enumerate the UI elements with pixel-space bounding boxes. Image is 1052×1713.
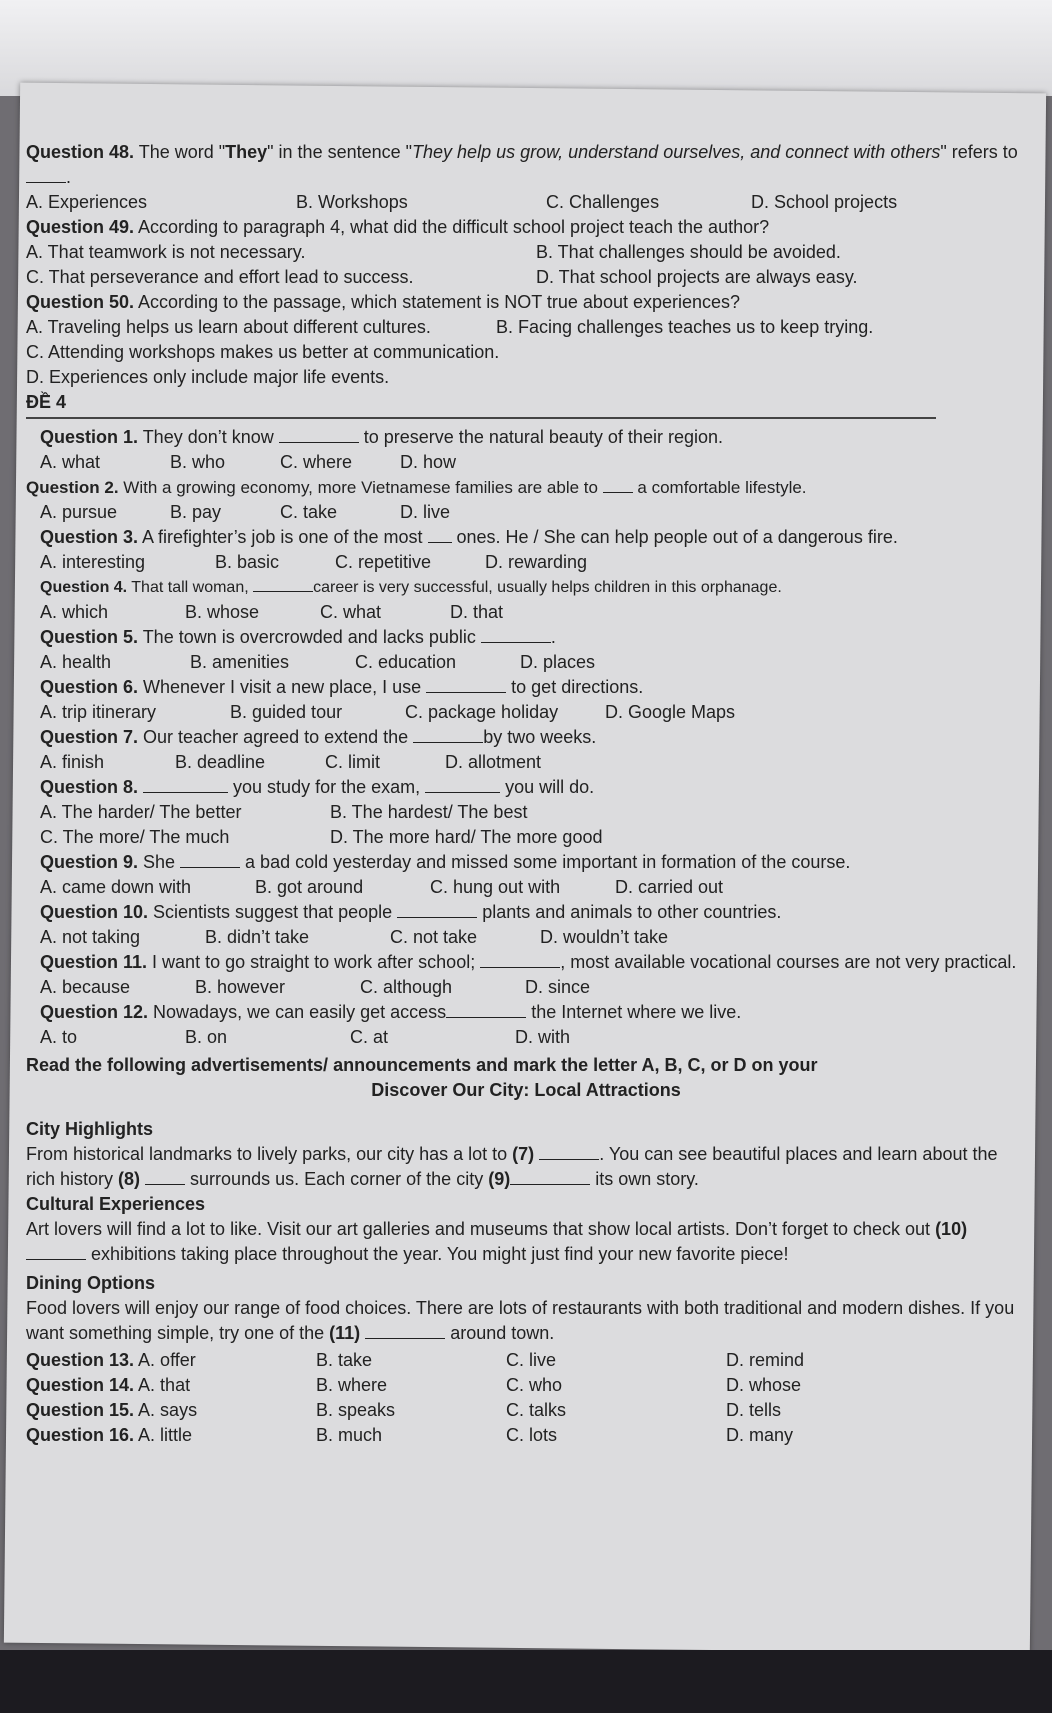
options-48 bbox=[26, 190, 1026, 215]
question-48 bbox=[26, 140, 1026, 190]
options-1 bbox=[26, 450, 1026, 475]
answer-blank bbox=[365, 1322, 445, 1339]
option-b: B. take bbox=[316, 1350, 373, 1370]
option-d: D. that bbox=[450, 602, 504, 622]
paragraph-text: surrounds us. Each corner of the city bbox=[185, 1169, 489, 1189]
question-text: Nowadays, we can easily get access bbox=[148, 1002, 447, 1022]
question-label: Question 5. bbox=[40, 627, 139, 647]
section-divider bbox=[26, 417, 936, 419]
option-a: A. to bbox=[40, 1027, 78, 1047]
option-a: A. That teamwork is not necessary. bbox=[26, 242, 306, 262]
option-b: B. didn’t take bbox=[205, 927, 310, 947]
question-text: " in the sentence " bbox=[267, 142, 413, 162]
option-c: C. where bbox=[280, 452, 353, 472]
answer-blank bbox=[253, 575, 313, 592]
gap-number: (10) bbox=[935, 1219, 968, 1239]
option-d: D. The more hard/ The more good bbox=[330, 827, 603, 847]
question-7 bbox=[26, 725, 1026, 750]
option-d: D. rewarding bbox=[485, 552, 588, 572]
question-label: Question 9. bbox=[40, 852, 139, 872]
question-text: According to paragraph 4, what did the difficult school project teach the author? bbox=[134, 217, 770, 237]
question-text: Scientists suggest that people bbox=[148, 902, 398, 922]
question-text: you will do. bbox=[500, 777, 595, 797]
question-keyword: They bbox=[225, 142, 268, 162]
options-10 bbox=[26, 925, 1026, 950]
option-b: B. amenities bbox=[190, 652, 290, 672]
question-4 bbox=[26, 575, 1026, 600]
option-a: A. little bbox=[138, 1425, 193, 1445]
option-d: D. how bbox=[400, 452, 457, 472]
question-text: a comfortable lifestyle. bbox=[632, 478, 807, 497]
background-top bbox=[0, 0, 1052, 96]
option-b: B. much bbox=[316, 1425, 383, 1445]
question-text: . bbox=[66, 167, 72, 187]
question-3 bbox=[26, 525, 1026, 550]
answer-blank bbox=[413, 726, 483, 743]
option-a: A. Traveling helps us learn about different cultures. bbox=[26, 317, 431, 337]
question-9 bbox=[26, 850, 1026, 875]
options-4 bbox=[26, 600, 1026, 625]
question-quote: They help us grow, understand ourselves, and connect with others bbox=[412, 142, 941, 162]
options-2 bbox=[26, 500, 1026, 525]
reading-instruction: Read the following advertisements/ announcements and mark the letter A, B, C, or D on your bbox=[26, 1055, 818, 1075]
option-d: D. whose bbox=[726, 1375, 802, 1395]
option-c: C. Attending workshops makes us better at communication. bbox=[26, 342, 500, 362]
option-c: C. although bbox=[360, 977, 453, 997]
answer-blank bbox=[279, 426, 359, 443]
question-text: A firefighter’s job is one of the most bbox=[138, 527, 428, 547]
option-c: C. limit bbox=[325, 752, 380, 772]
gap-number: (11) bbox=[329, 1323, 361, 1343]
option-c: C. repetitive bbox=[335, 552, 432, 572]
question-label: Question 10. bbox=[40, 902, 149, 922]
question-text: to get directions. bbox=[506, 677, 644, 697]
answer-blank bbox=[180, 851, 240, 868]
question-label: Question 13. bbox=[26, 1350, 135, 1370]
question-text: ones. He / She can help people out of a dangerous fire. bbox=[451, 527, 898, 547]
option-b: B. The hardest/ The best bbox=[330, 802, 528, 822]
question-2 bbox=[26, 475, 1026, 500]
options-50-row1 bbox=[26, 315, 1026, 340]
paragraph-text: its own story. bbox=[590, 1169, 699, 1189]
option-a: A. what bbox=[40, 452, 101, 472]
paragraph-city bbox=[26, 1142, 1026, 1192]
option-a: A. not taking bbox=[40, 927, 141, 947]
question-12 bbox=[26, 1000, 1026, 1025]
question-15 bbox=[26, 1398, 1026, 1423]
question-text: She bbox=[138, 852, 181, 872]
options-8-row2 bbox=[26, 825, 1026, 850]
answer-blank bbox=[397, 901, 477, 918]
question-16 bbox=[26, 1423, 1026, 1448]
question-13 bbox=[26, 1348, 1026, 1373]
answer-blank bbox=[26, 1243, 86, 1260]
option-c: C. at bbox=[350, 1027, 389, 1047]
answer-blank bbox=[603, 476, 633, 493]
option-d: D. with bbox=[515, 1027, 571, 1047]
question-label: Question 49. bbox=[26, 217, 135, 237]
paragraph-dining bbox=[26, 1296, 1026, 1346]
question-label: Question 15. bbox=[26, 1400, 135, 1420]
options-6 bbox=[26, 700, 1026, 725]
question-text: " refers to bbox=[940, 142, 1018, 162]
option-a: A. finish bbox=[40, 752, 105, 772]
question-5 bbox=[26, 625, 1026, 650]
option-a: A. which bbox=[40, 602, 109, 622]
answer-blank bbox=[539, 1143, 599, 1160]
option-c: C. what bbox=[320, 602, 382, 622]
option-a: A. offer bbox=[138, 1350, 196, 1370]
answer-blank bbox=[143, 776, 228, 793]
option-b: B. who bbox=[170, 452, 226, 472]
option-a: A. because bbox=[40, 977, 131, 997]
question-text: Whenever I visit a new place, I use bbox=[138, 677, 427, 697]
option-b: B. on bbox=[185, 1027, 228, 1047]
question-label: Question 12. bbox=[40, 1002, 149, 1022]
background-bottom bbox=[0, 1650, 1052, 1713]
option-c: C. hung out with bbox=[430, 877, 561, 897]
answer-blank bbox=[26, 166, 66, 183]
answer-blank bbox=[426, 676, 506, 693]
option-a: A. pursue bbox=[40, 502, 118, 522]
answer-blank bbox=[145, 1168, 185, 1185]
gap-number: (9) bbox=[488, 1169, 511, 1189]
paragraph-text: Art lovers will find a lot to like. Visit our art galleries and museums that show local artists. Don’t forget to check out bbox=[26, 1219, 936, 1239]
question-text: They don’t know bbox=[138, 427, 279, 447]
question-14 bbox=[26, 1373, 1026, 1398]
options-9 bbox=[26, 875, 1026, 900]
option-d: D. live bbox=[400, 502, 451, 522]
option-b: B. Workshops bbox=[296, 192, 408, 212]
option-a: A. trip itinerary bbox=[40, 702, 157, 722]
question-label: Question 48. bbox=[26, 142, 135, 162]
options-12 bbox=[26, 1025, 1026, 1050]
question-text: Our teacher agreed to extend the bbox=[138, 727, 414, 747]
option-d: D. carried out bbox=[615, 877, 724, 897]
answer-blank bbox=[446, 1001, 526, 1018]
question-text: With a growing economy, more Vietnamese families are able to bbox=[118, 478, 603, 497]
option-a: A. that bbox=[138, 1375, 191, 1395]
question-label: Question 14. bbox=[26, 1375, 135, 1395]
option-c: C. lots bbox=[506, 1425, 558, 1445]
option-d: D. places bbox=[520, 652, 596, 672]
option-d: D. Experiences only include major life events. bbox=[26, 367, 390, 387]
question-label: Question 7. bbox=[40, 727, 139, 747]
option-c: C. education bbox=[355, 652, 457, 672]
question-label: Question 11. bbox=[40, 952, 148, 972]
option-b: B. Facing challenges teaches us to keep trying. bbox=[496, 317, 874, 337]
option-c: C. package holiday bbox=[405, 702, 559, 722]
option-c: C. That perseverance and effort lead to success. bbox=[26, 267, 414, 287]
paragraph-text: Food lovers will enjoy our range of food choices. There are lots of restaurants with both traditional and modern dishes. If you want something simple, try one of the bbox=[26, 1298, 1015, 1343]
answer-blank bbox=[480, 951, 560, 968]
question-text: The word " bbox=[134, 142, 226, 162]
question-text: the Internet where we live. bbox=[526, 1002, 742, 1022]
option-a: A. came down with bbox=[40, 877, 192, 897]
paragraph-text: exhibitions taking place throughout the year. You might just find your new favorite piece! bbox=[86, 1244, 789, 1264]
options-7 bbox=[26, 750, 1026, 775]
question-label: Question 50. bbox=[26, 292, 135, 312]
option-c: C. live bbox=[506, 1350, 557, 1370]
answer-blank bbox=[428, 526, 452, 543]
heading-dining-options: Dining Options bbox=[26, 1273, 155, 1293]
question-label: Question 4. bbox=[40, 579, 128, 596]
gap-number: (8) bbox=[118, 1169, 141, 1189]
options-3 bbox=[26, 550, 1026, 575]
question-10 bbox=[26, 900, 1026, 925]
option-d: D. remind bbox=[726, 1350, 805, 1370]
option-a: A. interesting bbox=[40, 552, 146, 572]
option-b: B. guided tour bbox=[230, 702, 343, 722]
option-d: D. since bbox=[525, 977, 591, 997]
answer-blank bbox=[481, 626, 551, 643]
option-b: B. where bbox=[316, 1375, 388, 1395]
paragraph-culture bbox=[26, 1217, 1026, 1267]
heading-city-highlights: City Highlights bbox=[26, 1119, 153, 1139]
question-text: I want to go straight to work after school; bbox=[147, 952, 481, 972]
options-5 bbox=[26, 650, 1026, 675]
question-6 bbox=[26, 675, 1026, 700]
question-11 bbox=[26, 950, 1026, 975]
question-label: Question 6. bbox=[40, 677, 139, 697]
question-text: to preserve the natural beauty of their region. bbox=[358, 427, 723, 447]
option-d: D. many bbox=[726, 1425, 794, 1445]
heading-cultural-experiences: Cultural Experiences bbox=[26, 1194, 206, 1214]
option-d: D. School projects bbox=[751, 192, 898, 212]
option-c: C. who bbox=[506, 1375, 563, 1395]
options-50-row2 bbox=[26, 340, 1026, 365]
option-c: C. Challenges bbox=[546, 192, 660, 212]
question-label: Question 2. bbox=[26, 478, 119, 497]
option-d: D. wouldn’t take bbox=[540, 927, 669, 947]
question-label: Question 3. bbox=[40, 527, 139, 547]
gap-number: (7) bbox=[512, 1144, 535, 1164]
option-a: A. The harder/ The better bbox=[40, 802, 242, 822]
options-49-row2 bbox=[26, 265, 1026, 290]
option-b: B. basic bbox=[215, 552, 280, 572]
option-b: B. however bbox=[195, 977, 286, 997]
question-text: you study for the exam, bbox=[228, 777, 426, 797]
options-50-row3 bbox=[26, 365, 1026, 390]
question-text: According to the passage, which statement is NOT true about experiences? bbox=[134, 292, 741, 312]
question-label: Question 8. bbox=[40, 777, 139, 797]
question-text: by two weeks. bbox=[483, 727, 597, 747]
question-text: . bbox=[550, 627, 556, 647]
option-d: D. Google Maps bbox=[605, 702, 736, 722]
option-d: D. allotment bbox=[445, 752, 542, 772]
options-8-row1 bbox=[26, 800, 1026, 825]
section-heading: ĐỀ 4 bbox=[26, 392, 67, 412]
paragraph-text: . You can see beautiful places and learn about the rich history bbox=[26, 1144, 998, 1189]
options-11 bbox=[26, 975, 1026, 1000]
option-c: C. not take bbox=[390, 927, 478, 947]
option-a: A. says bbox=[138, 1400, 198, 1420]
paragraph-text: From historical landmarks to lively parks, our city has a lot to bbox=[26, 1144, 513, 1164]
option-b: B. got around bbox=[255, 877, 364, 897]
question-text: a bad cold yesterday and missed some important in formation of the course. bbox=[240, 852, 851, 872]
question-text: That tall woman, bbox=[127, 579, 254, 596]
question-1 bbox=[26, 425, 1026, 450]
options-49-row1 bbox=[26, 240, 1026, 265]
option-d: D. tells bbox=[726, 1400, 782, 1420]
question-8 bbox=[26, 775, 1026, 800]
question-49 bbox=[26, 215, 1026, 240]
question-text: The town is overcrowded and lacks public bbox=[138, 627, 481, 647]
option-b: B. pay bbox=[170, 502, 222, 522]
option-a: A. health bbox=[40, 652, 112, 672]
question-50 bbox=[26, 290, 1026, 315]
option-b: B. That challenges should be avoided. bbox=[536, 242, 841, 262]
answer-blank bbox=[425, 776, 500, 793]
answer-blank bbox=[510, 1168, 590, 1185]
question-text: plants and animals to other countries. bbox=[477, 902, 782, 922]
option-c: C. The more/ The much bbox=[40, 827, 230, 847]
question-text: career is very successful, usually helps children in this orphanage. bbox=[313, 579, 782, 596]
option-b: B. deadline bbox=[175, 752, 266, 772]
worksheet bbox=[26, 140, 1026, 1448]
paragraph-text: around town. bbox=[445, 1323, 555, 1343]
advert-title: Discover Our City: Local Attractions bbox=[371, 1080, 681, 1100]
question-text: , most available vocational courses are not very practical. bbox=[560, 952, 1017, 972]
option-c: C. take bbox=[280, 502, 338, 522]
option-b: B. whose bbox=[185, 602, 260, 622]
question-label: Question 16. bbox=[26, 1425, 135, 1445]
option-a: A. Experiences bbox=[26, 192, 148, 212]
option-d: D. That school projects are always easy. bbox=[536, 267, 858, 287]
option-b: B. speaks bbox=[316, 1400, 396, 1420]
question-label: Question 1. bbox=[40, 427, 139, 447]
option-c: C. talks bbox=[506, 1400, 567, 1420]
